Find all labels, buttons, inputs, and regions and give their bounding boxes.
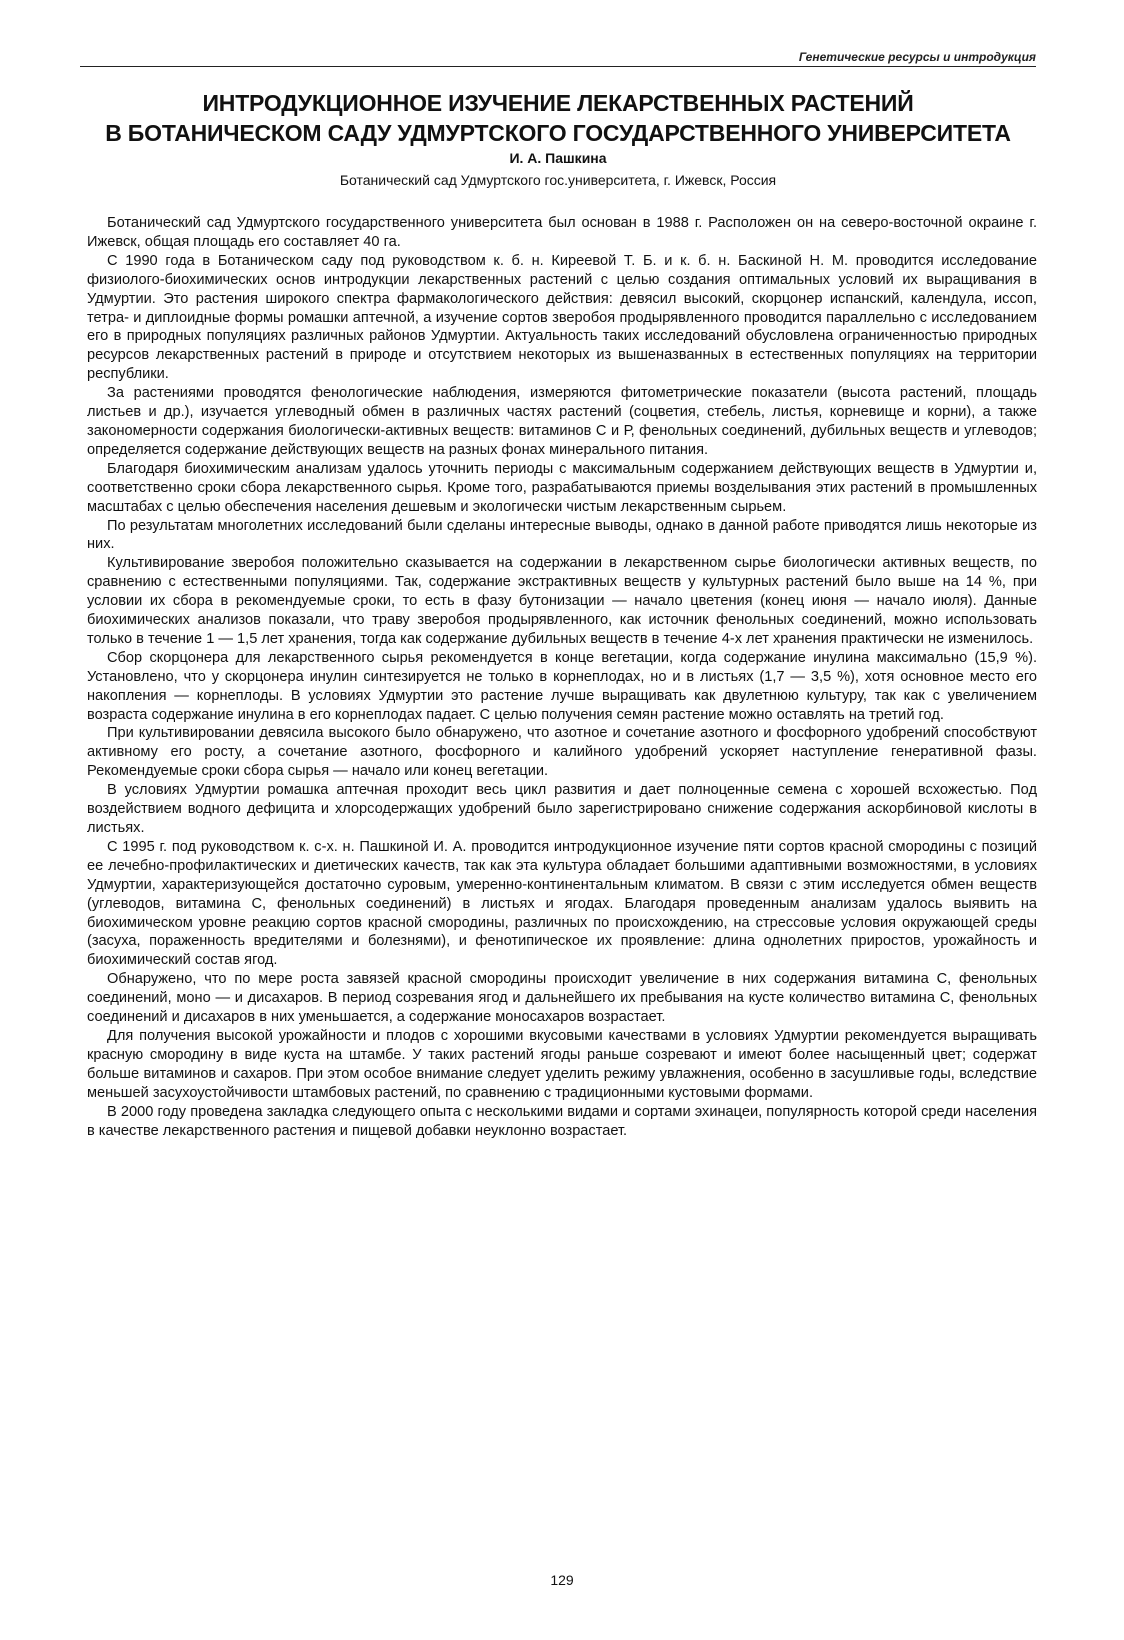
paragraph: В 2000 году проведена закладка следующего опыта с несколькими видами и сортами эхинацеи, популярность которой среди населения в качестве лекарственного растения и пищевой добавки неуклонно возрастает. xyxy=(87,1103,1037,1139)
paragraph: Ботанический сад Удмуртского государственного университета был основан в 1988 г. Расположен он на северо-восточной окраине г. Ижевск, общая площадь его составляет 40 га. xyxy=(87,215,1037,250)
article-title xyxy=(80,88,1036,148)
paragraph: За растениями проводятся фенологические наблюдения, измеряются фитометрические показатели (высота растений, площадь листьев и др.), изучается углеводный обмен в различных частях растений (соцветия, стебель, листья, корневище и корни), а также закономерности содержания биологически-активных веществ: витаминов С и Р, фенольных соединений, дубильных веществ и углеводов; определяется содержание действующих веществ на разных фонах минерального питания. xyxy=(87,385,1037,458)
paragraph: Сбор скорцонера для лекарственного сырья рекомендуется в конце вегетации, когда содержание инулина максимально (15,9 %). Установлено, что у скорцонера инулин синтезируется не только в корнеплодах, но и в листьях (1,7 — 3,5 %), хотя основное место его накопления — корнеплоды. В условиях Удмуртии это растение лучше выращивать как двулетнюю культуру, так как с увеличением возраста содержание инулина в его корнеплодах падает. С целью получения семян растение можно оставлять на третий год. xyxy=(87,649,1037,723)
paragraph: Для получения высокой урожайности и плодов с хорошими вкусовыми качествами в условиях Удмуртии рекомендуется выращивать красную смородину в виде куста на штамбе. У таких растений ягоды раньше созревают и имеют более насыщенный цвет; содержат больше витаминов и сахаров. При этом особое внимание следует уделить режиму увлажнения, особенно в засушливые годы, вследствие меньшей засухоустойчивости штамбовых растений, по сравнению с традиционными кустовыми формами. xyxy=(87,1027,1037,1101)
paragraph: Культивирование зверобоя положительно сказывается на содержании в лекарственном сырье биологически активных веществ, по сравнению с естественными популяциями. Так, содержание экстрактивных веществ у культурных растений было выше на 14 %, при условии их сбора в рекомендуемые сроки, то есть в фазу бутонизации — начало цветения (конец июня — начало июля). Данные биохимических анализов показали, что траву зверобоя продырявленного, как источник фенольных соединений, можно использовать только в течение 1 — 1,5 лет хранения, тогда как содержание дубильных веществ в течение 4-х лет хранения практически не изменилось. xyxy=(87,555,1037,647)
paragraph: В условиях Удмуртии ромашка аптечная проходит весь цикл развития и дает полноценные семена с хорошей всхожестью. Под воздействием водного дефицита и хлорсодержащих удобрений было зарегистрировано снижение содержания аскорбиновой кислоты в листьях. xyxy=(87,782,1037,836)
page-number: 129 xyxy=(550,1572,574,1588)
title-line-2: В БОТАНИЧЕСКОМ САДУ УДМУРТСКОГО ГОСУДАРСТВЕННОГО УНИВЕРСИТЕТА xyxy=(105,120,1011,146)
paragraph: При культивировании девясила высокого было обнаружено, что азотное и сочетание азотного и фосфорного удобрений способствуют активному его росту, а сочетание азотного, фосфорного и калийного удобрений ускоряет наступление генеративной фазы. Рекомендуемые сроки сбора сырья — начало или конец вегетации. xyxy=(87,725,1037,780)
paragraph: С 1990 года в Ботаническом саду под руководством к. б. н. Киреевой Т. Б. и к. б. н. Баскиной Н. М. проводится исследование физиолого-биохимических основ интродукции лекарственных растений с целью создания оптимальных условий их выращивания в Удмуртии. Это растения широкого спектра фармакологического действия: девясил высокий, скорцонер испанский, календула, иссоп, тетра- и диплоидные формы ромашки аптечной, а изучение сортов зверобоя продырявленного проводится параллельно с исследованием его в природных популяциях различных районов Удмуртии. Актуальность таких исследований обусловлена ограниченностью природных ресурсов лекарственных растений в природе и отсутствием некоторых из вышеназванных в естественных популяциях на территории республики. xyxy=(87,252,1037,383)
running-header: Генетические ресурсы и интродукция xyxy=(798,50,1036,64)
paragraph: Благодаря биохимическим анализам удалось уточнить периоды с максимальным содержанием действующих веществ в Удмуртии и, соответственно сроки сбора лекарственного сырья. Кроме того, разрабатываются приемы возделывания этих растений в промышленных масштабах с целью обеспечения населения дешевым и экологически чистым лекарственным сырьем. xyxy=(87,460,1037,515)
paragraph: По результатам многолетних исследований были сделаны интересные выводы, однако в данной работе приводятся лишь некоторые из них. xyxy=(87,517,1037,553)
paragraph: С 1995 г. под руководством к. с-х. н. Пашкиной И. А. проводится интродукционное изучение пяти сортов красной смородины с позиций ее лечебно-профилактических и диетических качеств, так как эта культура обладает большими адаптивными возможностями, в условиях Удмуртии, характеризующейся достаточно суровым, умеренно-континентальным климатом. В связи с этим исследуется обмен веществ (углеводов, витамина С, фенольных соединений) в листьях и ягодах. Благодаря проведенным анализам удалось выявить на биохимическом уровне реакцию сортов красной смородины, различных по происхождению, на стрессовые условия окружающей среды (засуха, пораженность вредителями и болезнями), и фенотипическое их проявление: длина однолетних приростов, урожайность и биохимический состав ягод. xyxy=(87,838,1037,969)
article-body xyxy=(87,214,1037,1140)
header-divider xyxy=(80,66,1036,67)
title-line-1: ИНТРОДУКЦИОННОЕ ИЗУЧЕНИЕ ЛЕКАРСТВЕННЫХ РАСТЕНИЙ xyxy=(202,90,914,116)
author-name: И. А. Пашкина xyxy=(509,150,607,166)
author-affiliation: Ботанический сад Удмуртского гос.университета, г. Ижевск, Россия xyxy=(339,172,777,188)
paragraph: Обнаружено, что по мере роста завязей красной смородины происходит увеличение в них содержания витамина С, фенольных соединений, моно — и дисахаров. В период созревания ягод и дальнейшего их пребывания на кусте количество витамина С, фенольных соединений и дисахаров в них уменьшается, а содержание моносахаров возрастает. xyxy=(87,971,1037,1026)
